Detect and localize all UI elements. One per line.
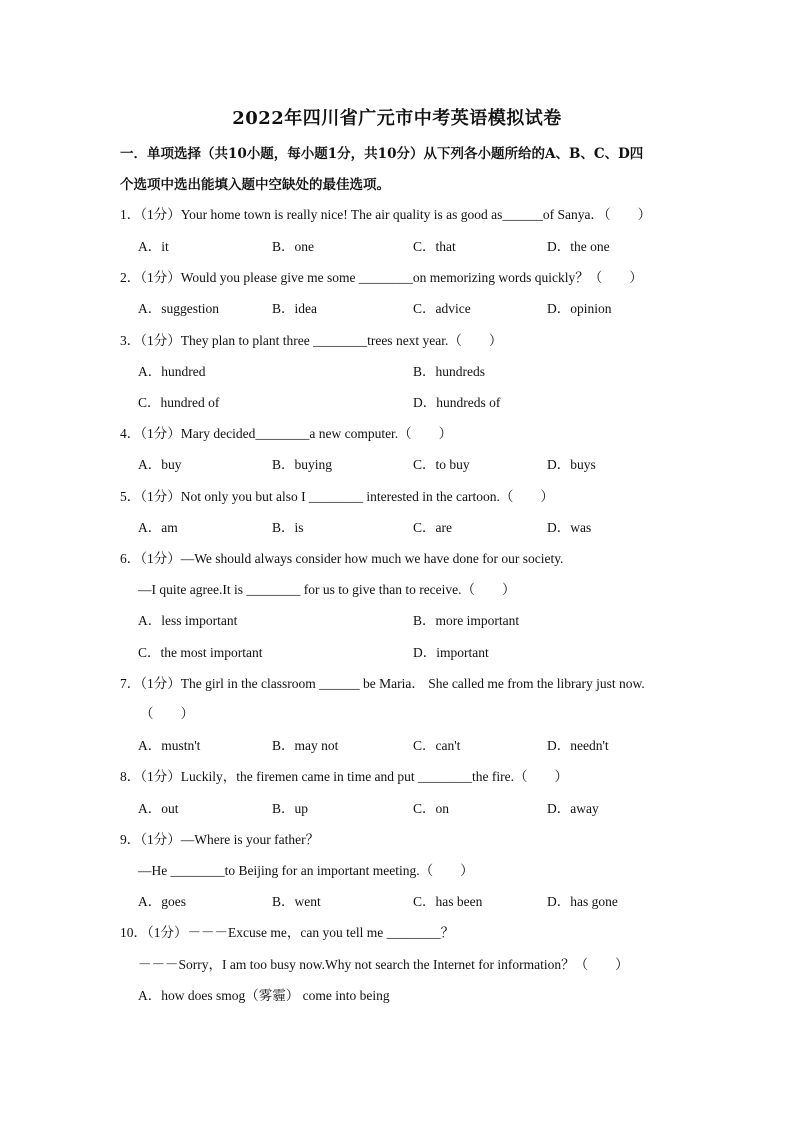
question-6-option-c: C．the most important bbox=[138, 645, 263, 660]
question-1-option-a: A．it bbox=[138, 239, 169, 254]
question-1-option-b: B．one bbox=[272, 239, 314, 254]
question-3-option-b: B．hundreds bbox=[413, 364, 485, 379]
question-8-option-d: D．away bbox=[547, 801, 599, 816]
question-4-option-c: C．to buy bbox=[413, 457, 470, 472]
question-2-option-a: A．suggestion bbox=[138, 301, 219, 316]
question-7-option-b: B．may not bbox=[272, 738, 339, 753]
question-4-stem: 4．（1分）Mary decided________a new computer.（ ） bbox=[120, 426, 453, 441]
question-6-option-a: A．less important bbox=[138, 613, 238, 628]
question-9-option-d: D．has gone bbox=[547, 894, 618, 909]
question-9-option-a: A．goes bbox=[138, 894, 186, 909]
question-7-stem-line-1: 7．（1分）The girl in the classroom ______ be Maria． She called me from the library just now. bbox=[120, 676, 645, 691]
page-title: 2022年四川省广元市中考英语模拟试卷 bbox=[232, 108, 562, 129]
question-3-option-a: A．hundred bbox=[138, 364, 206, 379]
question-2-option-c: C．advice bbox=[413, 301, 471, 316]
question-9-option-c: C．has been bbox=[413, 894, 483, 909]
question-2-option-d: D．opinion bbox=[547, 301, 612, 316]
section-line-1: 一．单项选择（共10小题，每小题1分，共10分）从下列各小题所给的A、B、C、D四 bbox=[120, 146, 644, 162]
question-5-option-c: C．are bbox=[413, 520, 452, 535]
question-7-option-a: A．mustn't bbox=[138, 738, 201, 753]
question-8-stem: 8．（1分）Luckily，the firemen came in time and put ________the fire.（ ） bbox=[120, 769, 569, 784]
section-instructions bbox=[120, 139, 680, 201]
question-6-option-d: D．important bbox=[413, 645, 489, 660]
question-5-option-d: D．was bbox=[547, 520, 592, 535]
question-7-option-d: D．needn't bbox=[547, 738, 609, 753]
question-5-option-a: A．am bbox=[138, 520, 178, 535]
question-9-stem-line-1: 9．（1分）—Where is your father？ bbox=[120, 832, 320, 847]
question-9-option-b: B．went bbox=[272, 894, 321, 909]
question-7-option-c: C．can't bbox=[413, 738, 461, 753]
question-8-option-c: C．on bbox=[413, 801, 450, 816]
question-6-option-b: B．more important bbox=[413, 613, 520, 628]
question-8-option-a: A．out bbox=[138, 801, 179, 816]
question-6-stem-line-2: —I quite agree.It is ________ for us to give than to receive.（ ） bbox=[138, 582, 516, 597]
section-line-2: 个选项中选出能填入题中空缺处的最佳选项。 bbox=[120, 177, 390, 193]
question-2-stem: 2．（1分）Would you please give me some ________on memorizing words quickly？（ ） bbox=[120, 270, 643, 285]
question-4-option-d: D．buys bbox=[547, 457, 596, 472]
question-6-stem-line-1: 6．（1分）—We should always consider how much we have done for our society. bbox=[120, 551, 564, 566]
question-8-option-b: B．up bbox=[272, 801, 309, 816]
question-10-stem-line-2: －－－Sorry，I am too busy now.Why not search the Internet for information？（ ） bbox=[138, 957, 629, 972]
question-3-option-c: C．hundred of bbox=[138, 395, 220, 410]
question-3-option-d: D．hundreds of bbox=[413, 395, 501, 410]
question-4-option-a: A．buy bbox=[138, 457, 182, 472]
question-3-stem: 3．（1分）They plan to plant three ________trees next year.（ ） bbox=[120, 333, 503, 348]
question-1-stem: 1．（1分）Your home town is really nice! The air quality is as good as______of Sanya．（ ） bbox=[120, 207, 652, 222]
question-1-option-c: C．that bbox=[413, 239, 456, 254]
question-10-option-a: A．how does smog（雾霾） come into being bbox=[138, 988, 390, 1003]
question-1-option-d: D．the one bbox=[547, 239, 610, 254]
question-7-stem-line-2: （ ） bbox=[140, 706, 194, 721]
question-2-option-b: B．idea bbox=[272, 301, 317, 316]
question-5-stem: 5．（1分）Not only you but also I ________ interested in the cartoon.（ ） bbox=[120, 489, 554, 504]
question-10-stem-line-1: 10．（1分）－－－Excuse me，can you tell me ________？ bbox=[120, 925, 455, 940]
question-9-stem-line-2: —He ________to Beijing for an important meeting.（ ） bbox=[138, 863, 474, 878]
question-5-option-b: B．is bbox=[272, 520, 304, 535]
question-4-option-b: B．buying bbox=[272, 457, 333, 472]
